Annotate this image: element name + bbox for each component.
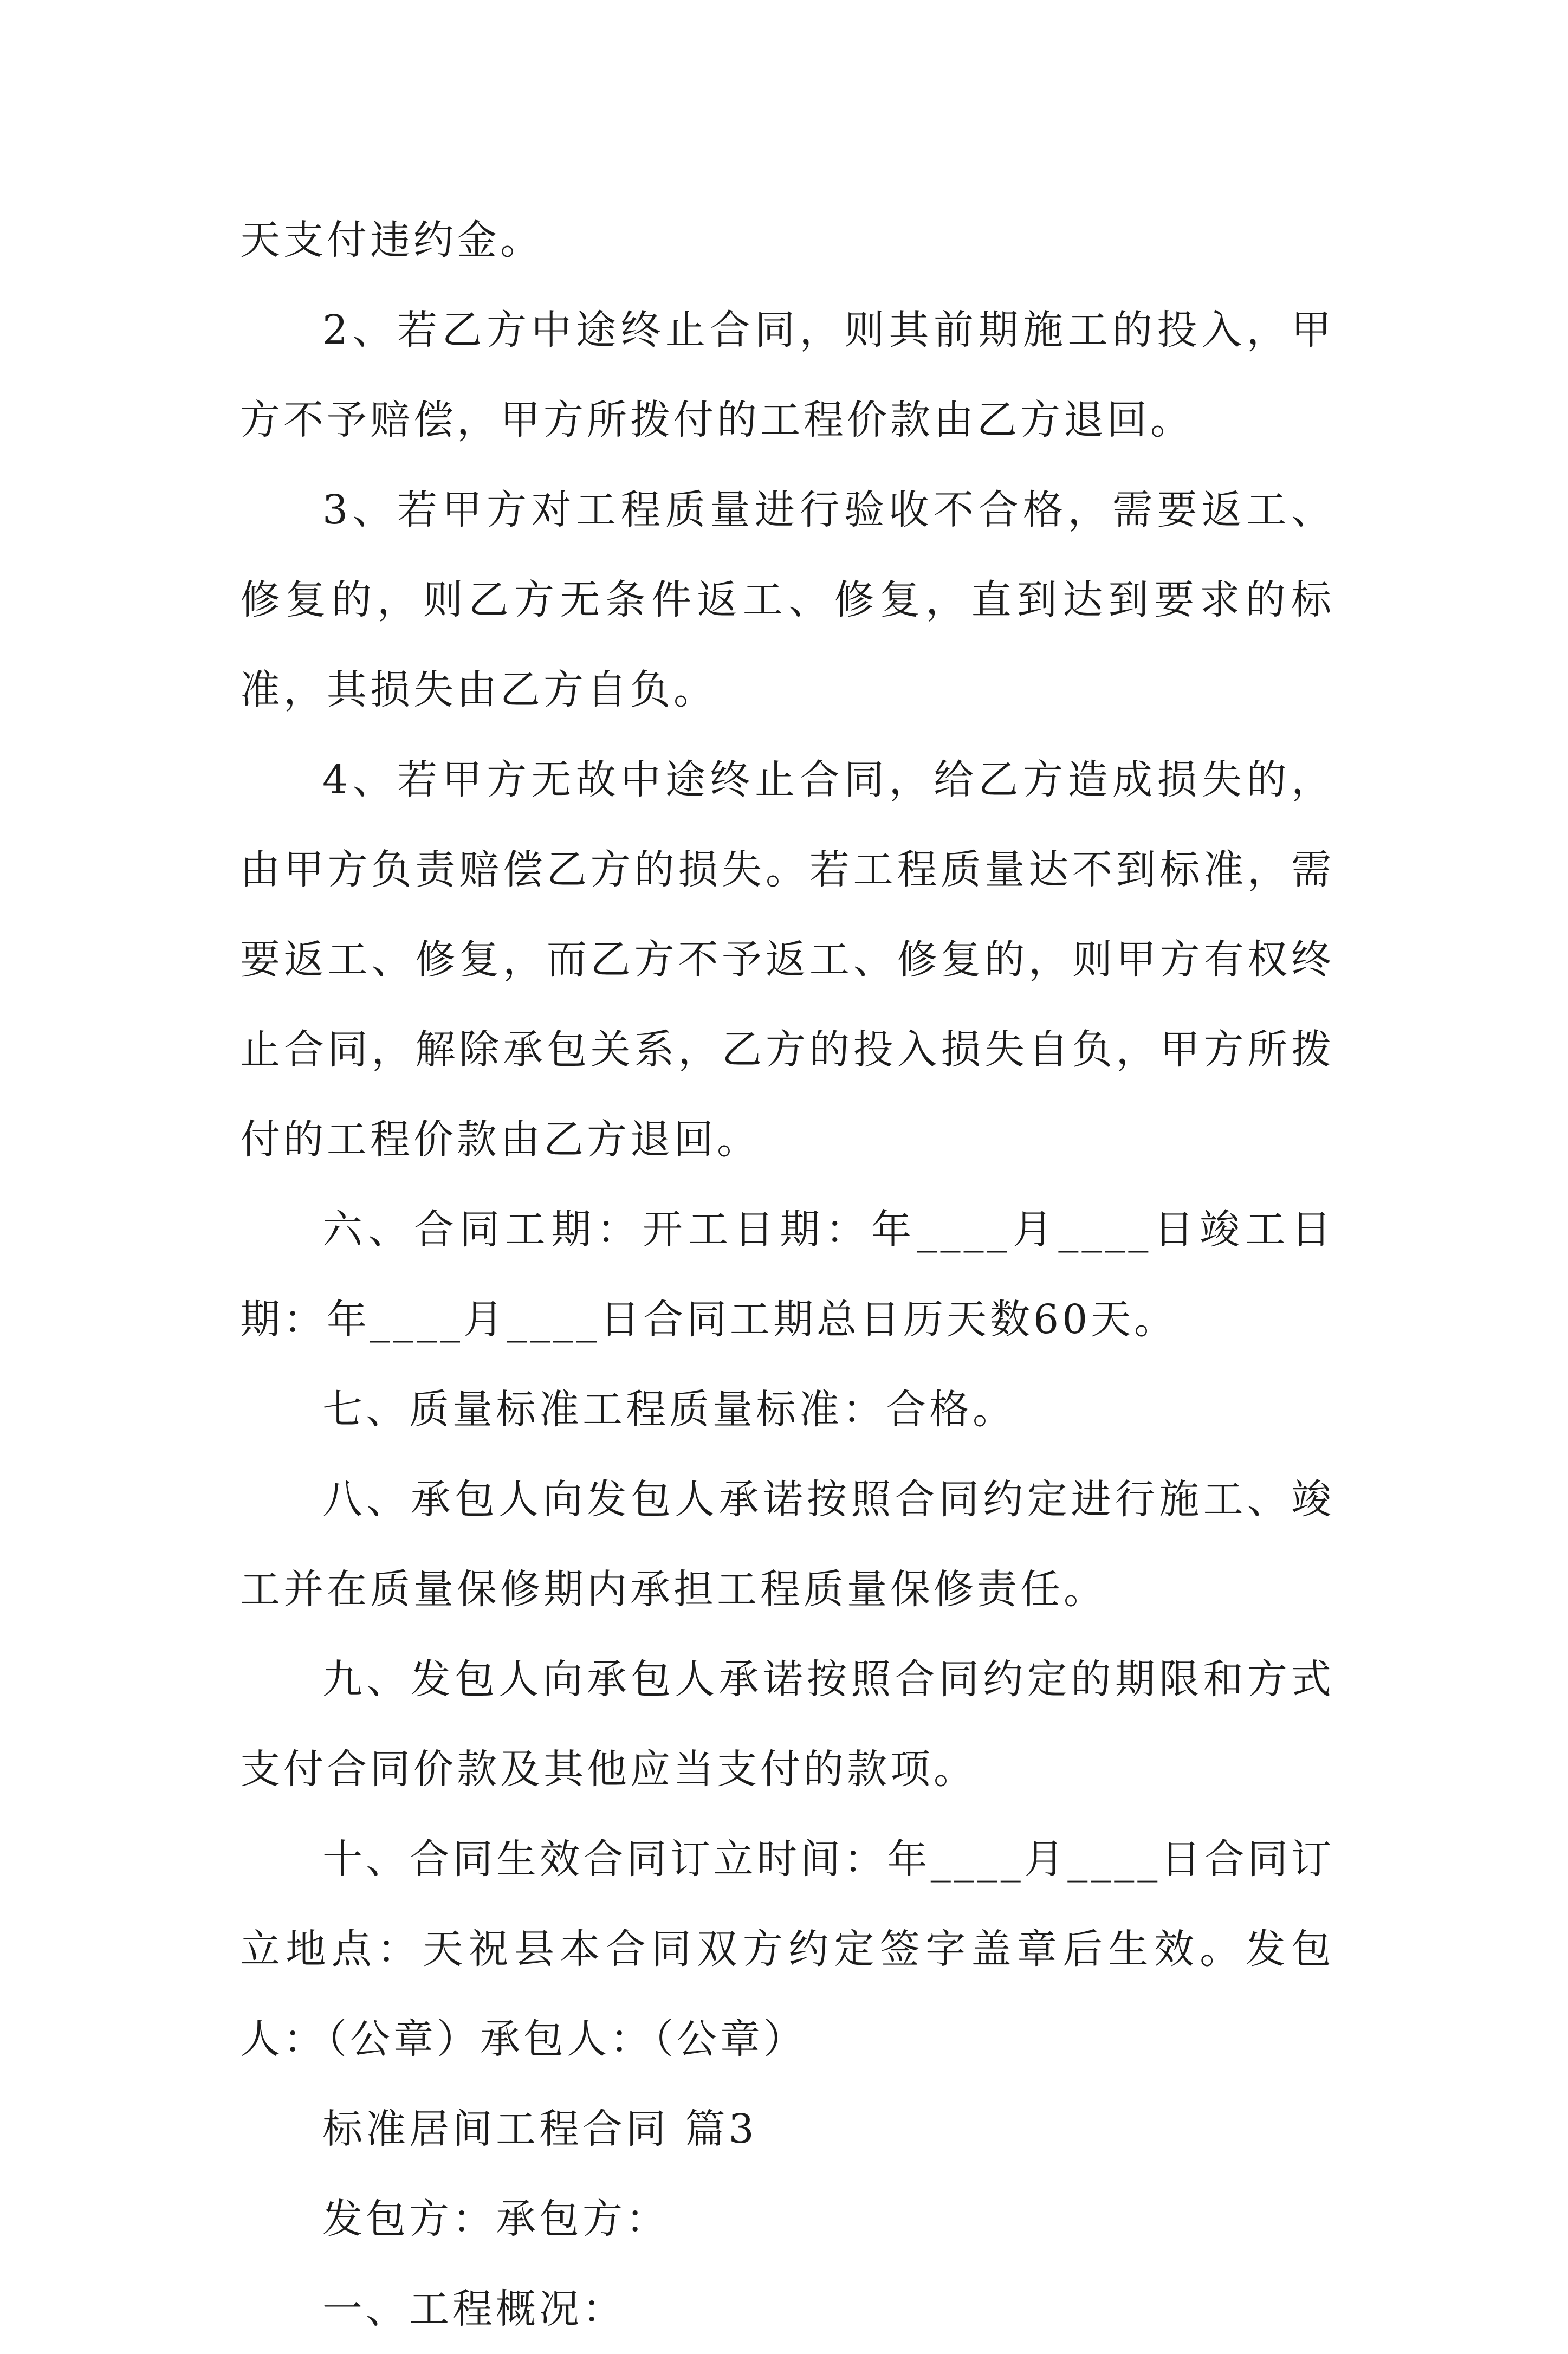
paragraph-project-overview: 一、工程概况： — [322, 2286, 626, 2332]
paragraph-contractor-commitment: 八、承包人向发包人承诺按照合同约定进行施工、竣工并在质量保修期内承担工程质量保修责任。 — [240, 1476, 1334, 1613]
section-heading: 标准居间工程合同 篇3 — [322, 2106, 757, 2152]
paragraph-penalty-tail: 天支付违约金。 — [240, 217, 543, 263]
document-body — [240, 195, 1334, 2354]
paragraph-contract-period: 六、合同工期：开工日期：年____月____日竣工日期：年____月____日合同工期总日历天数60天。 — [240, 1206, 1334, 1343]
paragraph-clause-4: 4、若甲方无故中途终止合同，给乙方造成损失的，由甲方负责赔偿乙方的损失。若工程质量达不到标准，需要返工、修复，而乙方不予返工、修复的，则甲方有权终止合同，解除承包关系，乙方的投入损失自负，甲方所拨付的工程价款由乙方退回。 — [240, 756, 1334, 1163]
paragraph-employer-commitment: 九、发包人向承包人承诺按照合同约定的期限和方式支付合同价款及其他应当支付的款项。 — [240, 1656, 1334, 1793]
paragraph-clause-2: 2、若乙方中途终止合同，则其前期施工的投入，甲方不予赔偿，甲方所拨付的工程价款由乙方退回。 — [240, 307, 1334, 443]
paragraph-quality-standard: 七、质量标准工程质量标准：合格。 — [322, 1386, 1016, 1433]
paragraph-clause-3: 3、若甲方对工程质量进行验收不合格，需要返工、修复的，则乙方无条件返工、修复，直到达到要求的标准，其损失由乙方自负。 — [240, 487, 1334, 713]
paragraph-parties: 发包方：承包方： — [322, 2196, 669, 2242]
paragraph-contract-effect: 十、合同生效合同订立时间：年____月____日合同订立地点：天祝县本合同双方约定签字盖章后生效。发包人：（公章）承包人：（公章） — [240, 1836, 1334, 2062]
